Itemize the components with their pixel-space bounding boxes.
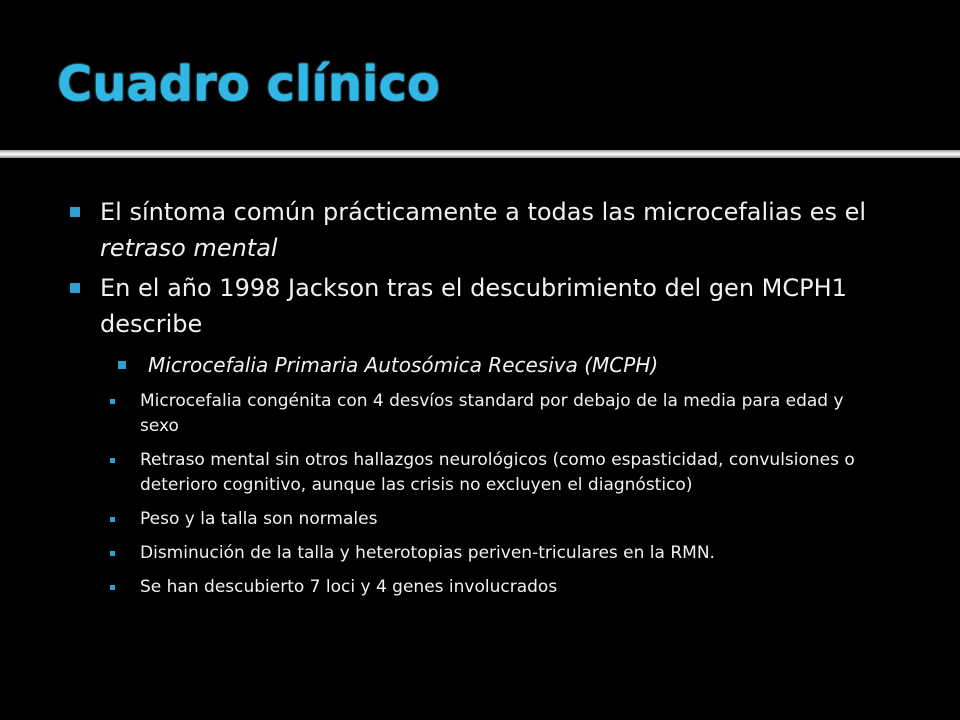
detail-text: Se han descubierto 7 loci y 4 genes involucrados: [140, 577, 558, 597]
title-band: [0, 0, 960, 150]
square-bullet-icon: [118, 361, 126, 369]
square-bullet-icon: [110, 399, 115, 404]
detail-text: Disminución de la talla y heterotopias periven-triculares en la RMN.: [140, 543, 715, 563]
detail-item: [110, 575, 860, 600]
bullet-text: El síntoma común prácticamente a todas las microcefalias es el: [100, 198, 867, 226]
sub-bullet-list: [100, 350, 930, 380]
bullet-text: En el año 1998 Jackson tras el descubrimiento del gen MCPH1 describe: [100, 274, 847, 338]
detail-text: Peso y la talla son normales: [140, 509, 378, 529]
detail-text: Retraso mental sin otros hallazgos neurológicos (como espasticidad, convulsiones o deterioro cognitivo, aunque las crisis no excluyen el diagnóstico): [140, 450, 855, 495]
slide-content: [70, 190, 930, 600]
bullet-list: [70, 194, 930, 380]
title-divider: [0, 150, 960, 158]
detail-item: [110, 448, 860, 498]
slide-title: Cuadro clínico: [57, 56, 440, 112]
square-bullet-icon: [110, 551, 115, 556]
detail-item: [110, 389, 860, 439]
sub-bullet-text: Microcefalia Primaria Autosómica Recesiva (MCPH): [148, 353, 659, 377]
detail-list: [70, 389, 930, 600]
bullet-item-jackson: [70, 270, 930, 380]
detail-item: [110, 541, 860, 566]
sub-bullet-item-mcph: [118, 350, 930, 380]
bullet-item-sintoma: [70, 194, 930, 266]
square-bullet-icon: [110, 517, 115, 522]
detail-text: Microcefalia congénita con 4 desvíos standard por debajo de la media para edad y sexo: [140, 391, 844, 436]
bullet-emphasis: retraso mental: [100, 234, 278, 262]
square-bullet-icon: [110, 458, 115, 463]
square-bullet-icon: [110, 585, 115, 590]
square-bullet-icon: [70, 283, 80, 293]
square-bullet-icon: [70, 207, 80, 217]
detail-item: [110, 507, 860, 532]
